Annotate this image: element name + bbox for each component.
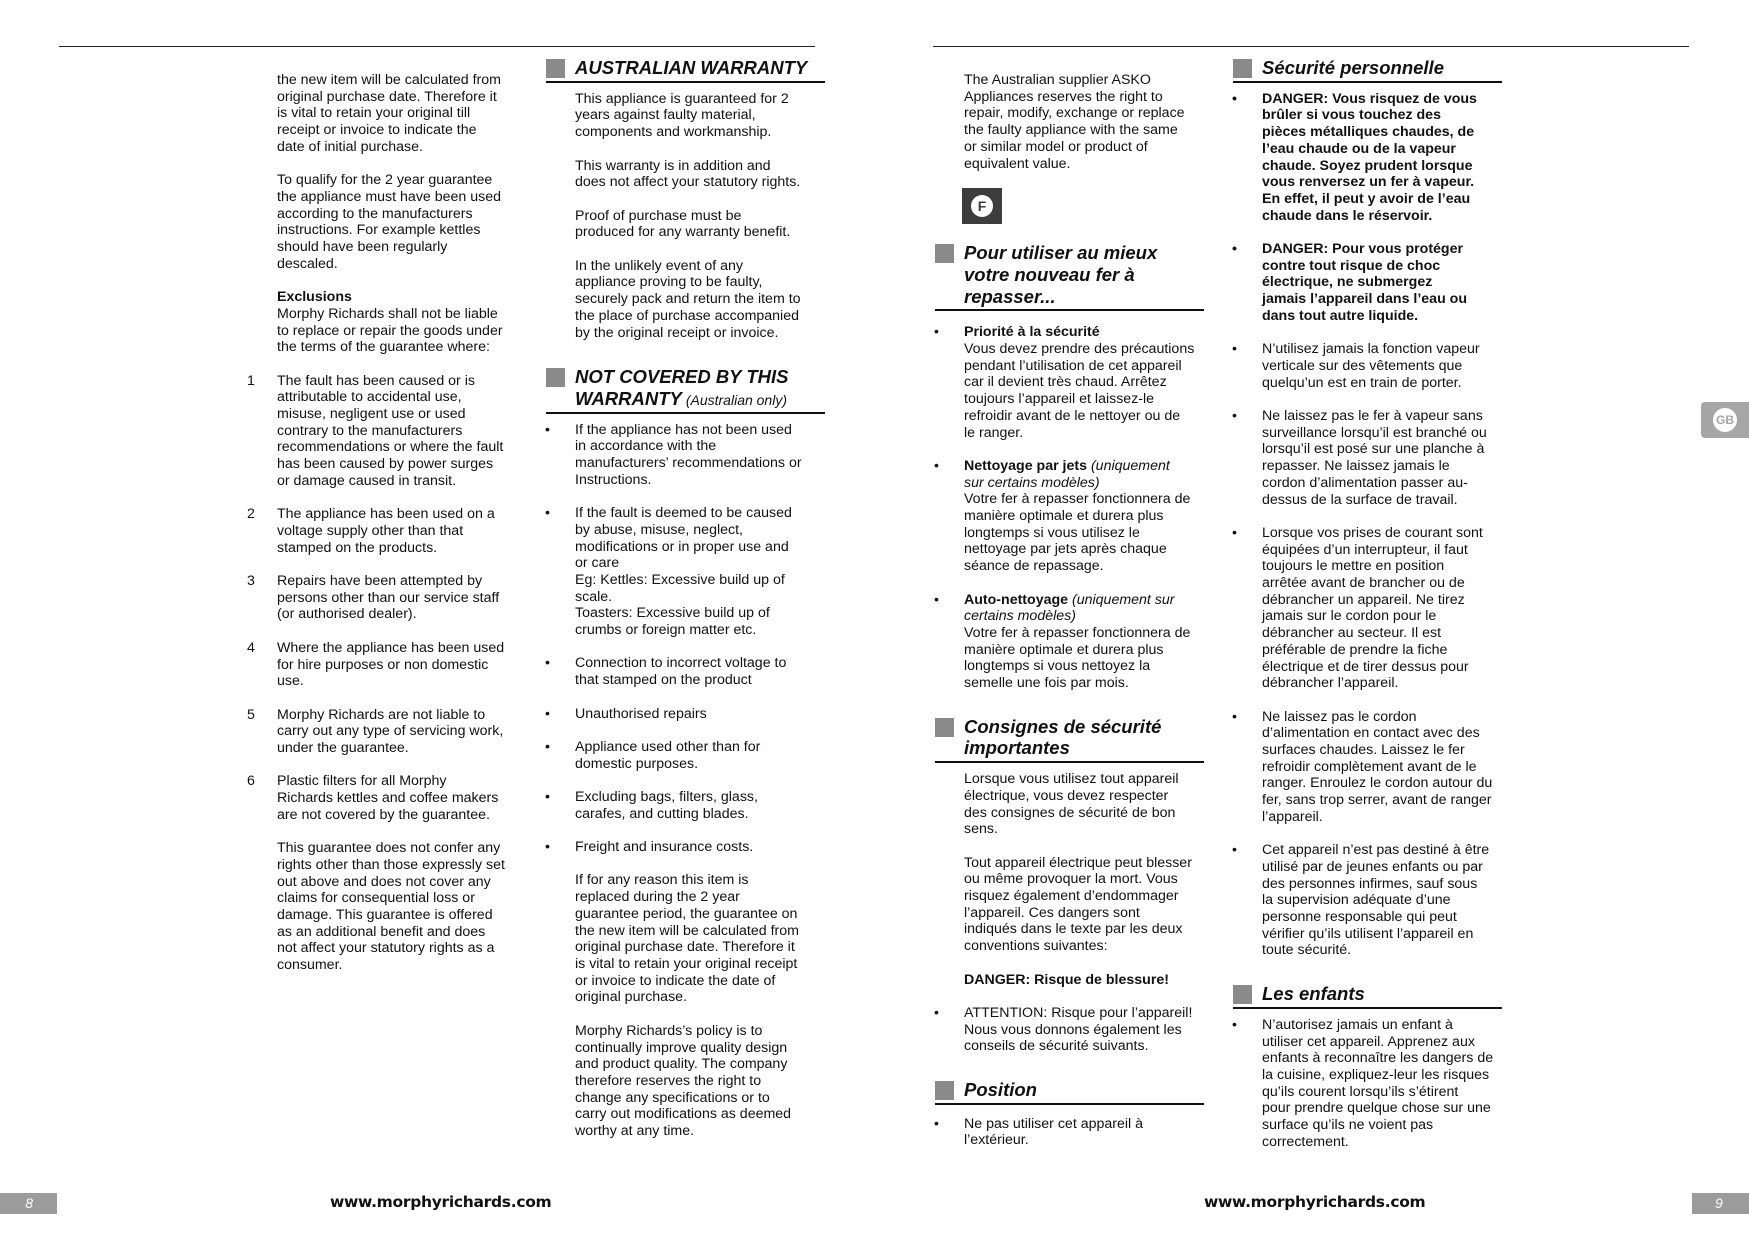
pour-utiliser-heading: Pour utiliser au mieux votre nouveau fer à repasser... [935, 242, 1204, 311]
bullet: • [1232, 241, 1237, 258]
les-enfants-heading: Les enfants [1233, 983, 1502, 1009]
item-number: 5 [247, 706, 255, 723]
item-text: The appliance has been used on a voltage supply other than that stamped on the products. [277, 506, 495, 556]
left-header-rule [59, 46, 815, 47]
language-badge-f [962, 188, 1002, 224]
securite-list [1232, 90, 1502, 959]
left-col-1 [247, 72, 522, 991]
bullet: • [1232, 842, 1237, 859]
warranty-paragraph: In the unlikely event of any appliance proving to be faulty, securely pack and return the item to the place of purchase accompanied by the original receipt or invoice. [575, 257, 801, 341]
bullet: • [1232, 341, 1237, 358]
list-item: • Nettoyage par jets (uniquement sur certains modèles) Votre fer à repasser fonctionnera de manière optimale et durera plus longtemps si vous utilisez le nettoyage par jets après chaque séance de repassage. [934, 457, 1191, 575]
list-item: • If the appliance has not been used in accordance with the manufacturers’ recommendations or Instructions. [545, 421, 802, 488]
bullet: • [934, 457, 939, 474]
language-tab-gb[interactable] [1701, 402, 1749, 438]
right-header-rule [933, 46, 1689, 47]
list-item: • Connection to incorrect voltage to that stamped on the product [545, 655, 787, 689]
item-text: The fault has been caused or is attributable to accidental use, misuse, negligent use or used contrary to the manufacturers recommendations or where the fault has been caused by power surges or damage caused in transit. [277, 372, 504, 489]
list-item: • Excluding bags, filters, glass, carafes, and cutting blades. [545, 789, 758, 822]
list-item: • If the fault is deemed to be caused by abuse, misuse, neglect, modifications or in proper use and or care Eg: Kettles: Excessive build up of scale. Toasters: Excessive build up of crumbs or foreign matter etc. [545, 505, 792, 639]
consignes-paragraph: Lorsque vous utilisez tout appareil électrique, vous devez respecter des consignes de sécurité de bon sens. [964, 771, 1179, 838]
bullet: • [545, 839, 550, 856]
position-heading: Position [935, 1079, 1204, 1105]
securite-personnelle-heading: Sécurité personnelle [1233, 57, 1502, 83]
heading-square-icon [546, 59, 565, 78]
footer-url-left[interactable]: www.morphyrichards.com [330, 1193, 552, 1211]
intro-paragraph: the new item will be calculated from original purchase date. Therefore it is vital to retain your original till receipt or invoice to indicate the date of initial purchase. [277, 72, 501, 155]
consignes-paragraph: Tout appareil électrique peut blesser ou même provoquer la mort. Vous risquez également d’endommager l’appareil. Ces dangers sont indiqués dans le texte par les deux conventions suivantes: [964, 854, 1192, 955]
not-covered-heading: NOT COVERED BY THIS WARRANTY (Australian only) [546, 366, 825, 413]
list-item: • DANGER: Pour vous protéger contre tout risque de choc électrique, ne submergez jamais l’appareil dans l’eau ou dans tout autre liquide. [1232, 241, 1468, 324]
list-item: • Unauthorised repairs [545, 705, 707, 722]
item-text: Plastic filters for all Morphy Richards kettles and coffee makers are not covered by the guarantee. [277, 773, 499, 823]
heading-square-icon [1233, 59, 1252, 78]
list-item: • Lorsque vos prises de courant sont équipées d’un interrupteur, il faut toujours le mettre en position arrêtée avant de brancher ou de débrancher un appareil. Ne tirez jamais sur le cordon pour le débrancher au secteur. Il est préférable de prendre la fiche électrique et de tirer dessus pour débrancher l’appareil. [1232, 524, 1483, 692]
bullet: • [934, 1115, 939, 1132]
list-item: • Priorité à la sécurité Vous devez prendre des précautions pendant l’utilisation de cet appareil car il devient très chaud. Arrêtez toujours l’appareil et laissez-le refroidir avant de le nettoyer ou de le ranger. [934, 324, 1195, 441]
exclusions-heading: Exclusions [277, 289, 352, 306]
list-item: • Ne pas utiliser cet appareil à l’extérieur. [934, 1115, 1144, 1149]
attention-list [934, 1004, 1204, 1055]
closing-paragraph: This guarantee does not confer any rights other than those expressly set out above and does not cover any claims for consequential loss or damage. This guarantee is offered as an additional benefit and does not affect your statutory rights as a consumer. [277, 840, 505, 974]
bullet: • [545, 738, 550, 755]
list-item [247, 506, 522, 556]
item-text: Repairs have been attempted by persons other than our service staff (or authorised dealer). [277, 573, 500, 623]
australian-warranty-heading: AUSTRALIAN WARRANTY [546, 57, 825, 83]
exclusions-list [247, 372, 522, 824]
page-number-left: 8 [0, 1193, 57, 1214]
exclusions-text: Morphy Richards shall not be liable to replace or repair the goods under the terms of the guarantee where: [277, 305, 503, 356]
bullet: • [934, 324, 939, 341]
consignes-heading: Consignes de sécurité importantes [935, 716, 1204, 763]
bullet: • [1232, 708, 1237, 725]
warranty-paragraph: This appliance is guaranteed for 2 years against faulty material, components and workmanship. [575, 90, 789, 141]
bullet: • [934, 1004, 939, 1021]
item-number: 4 [247, 639, 255, 656]
item-text: Where the appliance has been used for hire purposes or non domestic use. [277, 639, 505, 690]
list-item: • N’utilisez jamais la fonction vapeur verticale sur des vêtements que quelqu’un est en train de porter. [1232, 341, 1480, 391]
french-flag-icon: F [971, 195, 993, 217]
bullet: • [1232, 408, 1237, 425]
enfants-list [1232, 1016, 1502, 1151]
bullet: • [545, 505, 550, 522]
policy-paragraph: Morphy Richards’s policy is to continually improve quality design and product quality. The company therefore reserves the right to change any specifications or to carry out modifications as deemed worthy at any time. [575, 1022, 792, 1140]
position-list [934, 1115, 1204, 1149]
warranty-paragraph: Proof of purchase must be produced for any warranty benefit. [575, 207, 791, 241]
list-item: • Ne laissez pas le fer à vapeur sans surveillance lorsqu’il est branché ou lorsqu’il est posé sur une planche à repasser. Ne laissez jamais le cordon d’alimentation passer au- dessus de la surface de travail. [1232, 408, 1487, 508]
list-item [247, 573, 522, 623]
bullet: • [545, 655, 550, 672]
right-col-4 [1232, 57, 1502, 1167]
item-number: 1 [247, 372, 255, 389]
list-item: • Freight and insurance costs. [545, 839, 754, 856]
heading-square-icon [935, 1081, 954, 1100]
list-item: • Auto-nettoyage (uniquement sur certains modèles) Votre fer à repasser fonctionnera de manière optimale et durera plus longtemps si vous nettoyez la semelle une fois par mois. [934, 591, 1191, 692]
list-item [247, 706, 522, 757]
gb-flag-icon: GB [1713, 408, 1737, 432]
bullet: • [545, 421, 550, 438]
list-item [247, 639, 522, 690]
heading-square-icon [1233, 985, 1252, 1004]
list-item [247, 773, 522, 823]
page-number-right: 9 [1692, 1193, 1749, 1214]
warranty-paragraph: This warranty is in addition and does not affect your statutory rights. [575, 157, 801, 191]
replacement-paragraph: If for any reason this item is replaced during the 2 year guarantee period, the guarantee on the new item will be calculated from original purchase date. Therefore it is vital to retain your original receipt or invoice to indicate the date of original purchase. [575, 872, 799, 1006]
list-item: • Ne laissez pas le cordon d’alimentation en contact avec des surfaces chaudes. Laissez le fer refroidir complètement avant de le ranger. Enroulez le cordon autour du fer, sans trop serrer, avant de ranger l’appareil. [1232, 708, 1493, 825]
heading-square-icon [935, 244, 954, 263]
bullet: • [1232, 524, 1237, 541]
usage-list [934, 324, 1204, 692]
item-text: Morphy Richards are not liable to carry out any type of servicing work, under the guarantee. [277, 706, 504, 757]
intro-paragraph: To qualify for the 2 year guarantee the appliance must have been used according to the manufacturers instructions. For example kettles should have been regularly descaled. [277, 172, 502, 272]
list-item: • DANGER: Vous risquez de vous brûler si vous touchez des pièces métalliques chaudes, de l’eau chaude ou de la vapeur chaude. Soyez prudent lorsque vous renversez un fer à vapeur. En effet, il peut y avoir de l’eau chaude dans le réservoir. [1232, 90, 1477, 224]
heading-square-icon [546, 368, 565, 387]
bullet: • [1232, 1016, 1237, 1033]
item-number: 6 [247, 773, 255, 790]
footer-url-right[interactable]: www.morphyrichards.com [1204, 1193, 1426, 1211]
list-item: • N’autorisez jamais un enfant à utiliser cet appareil. Apprenez aux enfants à reconnaître les dangers de la cuisine, expliquez-leur les risques qu’ils courent lorsqu’ils s’étirent pour prendre quelque chose sur une surface qu’ils ne voient pas correctement. [1232, 1016, 1494, 1150]
bullet: • [934, 591, 939, 608]
list-item: • Cet appareil n’est pas destiné à être utilisé par de jeunes enfants ou par des personnes infirmes, sauf sous la supervision adéquate d’une personne responsable qui peut vérifier qu’ils utilisent l’appareil en toute sécurité. [1232, 842, 1490, 959]
bullet: • [1232, 90, 1237, 107]
bullet: • [545, 789, 550, 805]
list-item: • Appliance used other than for domestic purposes. [545, 738, 761, 772]
left-col-2 [545, 57, 825, 1156]
item-number: 2 [247, 506, 255, 523]
list-item [247, 372, 522, 490]
supplier-paragraph: The Australian supplier ASKO Appliances reserves the right to repair, modify, exchange or replace the faulty appliance with the same or similar model or product of equivalent value. [964, 72, 1185, 172]
right-col-3 [934, 72, 1204, 1166]
item-number: 3 [247, 573, 255, 590]
bullet: • [545, 705, 550, 722]
not-covered-list [545, 421, 825, 856]
heading-square-icon [935, 718, 954, 737]
danger-line: DANGER: Risque de blessure! [964, 971, 1169, 988]
list-item: • ATTENTION: Risque pour l’appareil! Nous vous donnons également les conseils de sécurité suivants. [934, 1004, 1193, 1055]
